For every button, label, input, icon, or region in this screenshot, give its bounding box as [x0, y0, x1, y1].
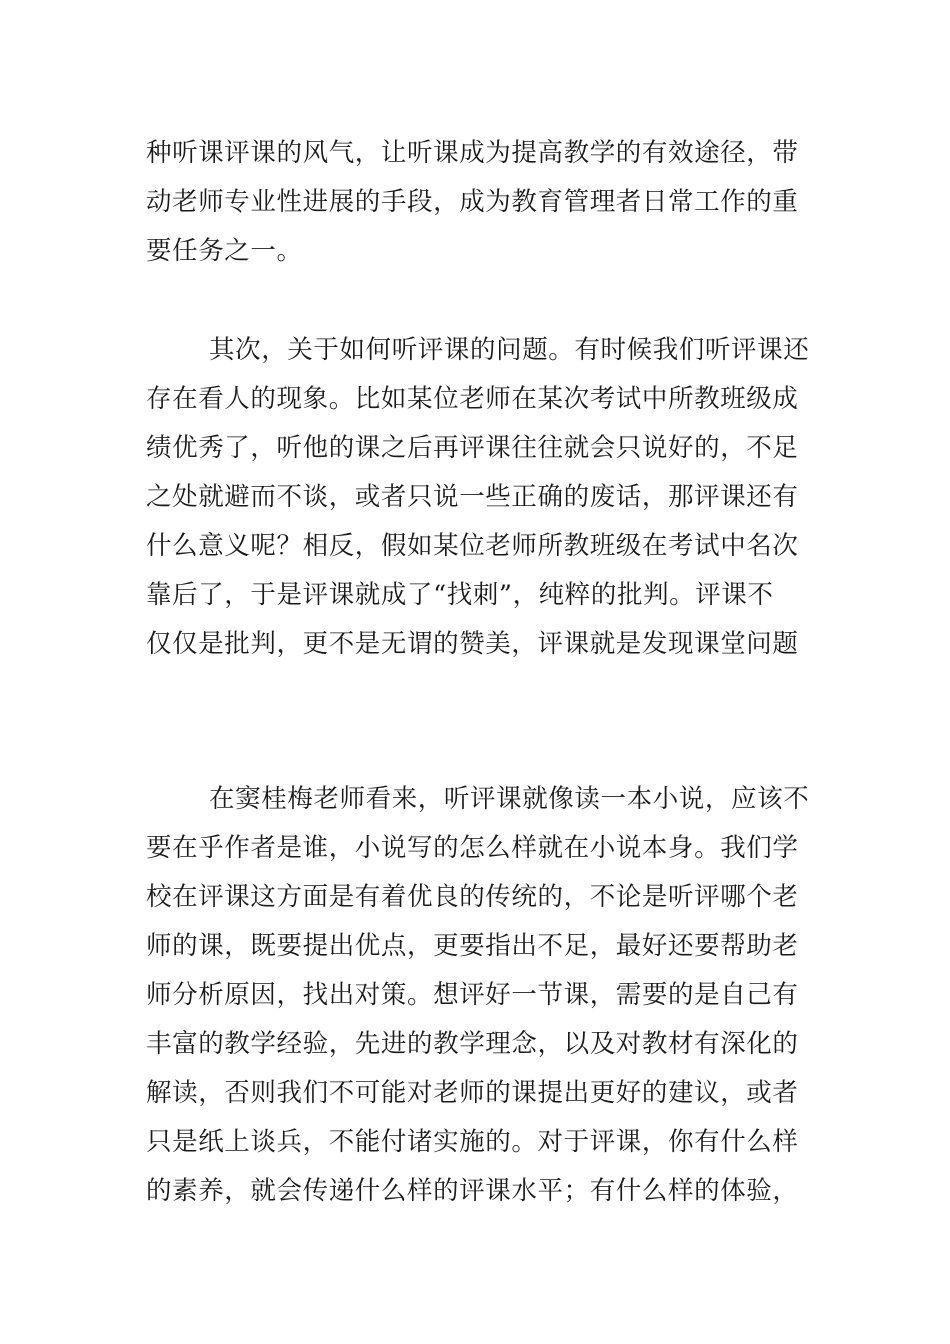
paragraph-3 [146, 775, 811, 1216]
paragraph-2 [146, 326, 811, 669]
text-line: 之处就避而不谈，或者只说一些正确的废话，那评课还有 [146, 482, 799, 512]
text-line: 师分析原因，找出对策。想评好一节课，需要的是自己有 [146, 980, 799, 1010]
text-line: 师的课，既要提出优点，更要指出不足，最好还要帮助老 [146, 931, 799, 961]
text-line: 靠后了，于是评课就成了“找刺”，纯粹的批判。评课不 [146, 580, 774, 610]
text-line: 丰富的教学经验，先进的教学理念，以及对教材有深化的 [146, 1029, 799, 1059]
text-line: 在窦桂梅老师看来，听评课就像读一本小说，应该不 [209, 784, 810, 814]
text-line: 只是纸上谈兵，不能付诸实施的。对于评课，你有什么样 [146, 1127, 799, 1157]
text-line: 校在评课这方面是有着优良的传统的，不论是听评哪个老 [146, 882, 799, 912]
text-line: 仅仅是批判，更不是无谓的赞美，评课就是发现课堂问题 [146, 629, 799, 659]
text-line: 存在看人的现象。比如某位老师在某次考试中所教班级成 [146, 384, 799, 414]
text-line: 其次，关于如何听评课的问题。有时候我们听评课还 [209, 335, 810, 365]
text-line: 动老师专业性进展的手段，成为教育管理者日常工作的重 [146, 187, 799, 217]
text-line: 种听课评课的风气，让听课成为提高教学的有效途径，带 [146, 138, 799, 168]
text-line: 绩优秀了，听他的课之后再评课往往就会只说好的，不足 [146, 433, 799, 463]
text-line: 什么意义呢？相反，假如某位老师所教班级在考试中名次 [146, 531, 799, 561]
paragraph-1 [146, 129, 811, 276]
text-line: 要在乎作者是谁，小说写的怎么样就在小说本身。我们学 [146, 833, 799, 863]
text-line: 要任务之一。 [146, 236, 303, 266]
text-line: 解读，否则我们不可能对老师的课提出更好的建议，或者 [146, 1078, 799, 1108]
text-line: 的素养，就会传递什么样的评课水平；有什么样的体验， [146, 1176, 799, 1206]
